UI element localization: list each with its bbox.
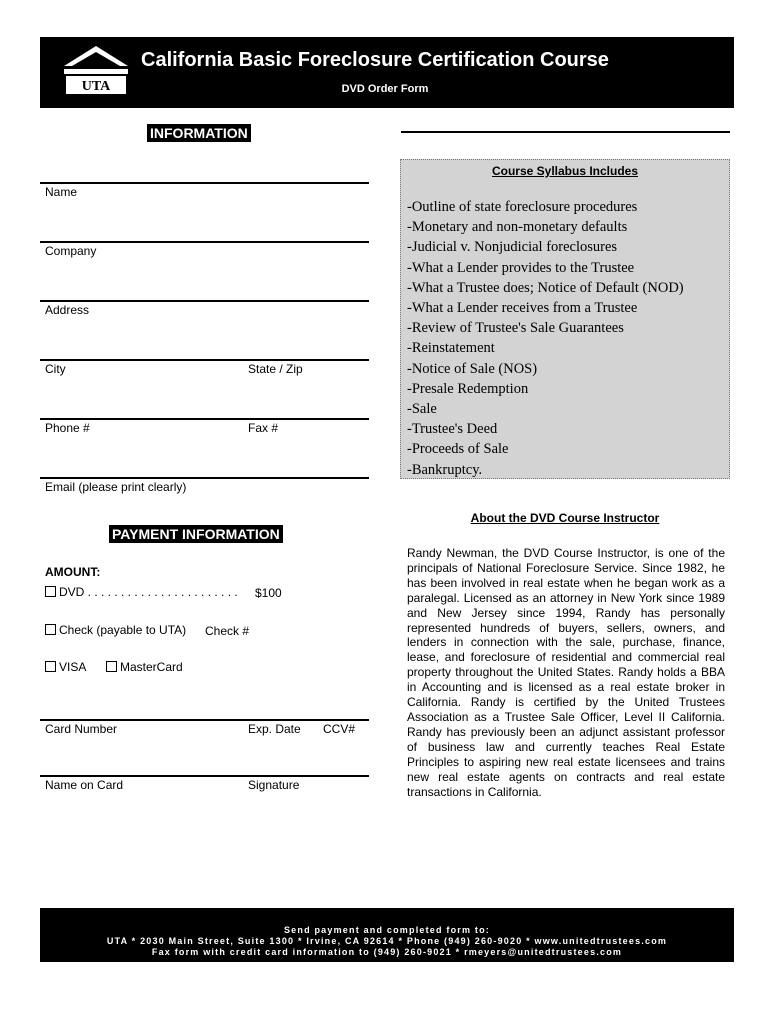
state-zip-label: State / Zip bbox=[248, 362, 303, 376]
phone-line bbox=[40, 418, 369, 420]
visa-label: VISA bbox=[59, 660, 87, 674]
syllabus-item: -What a Lender provides to the Trustee bbox=[407, 259, 635, 276]
syllabus-item: -Presale Redemption bbox=[407, 380, 529, 397]
company-label: Company bbox=[45, 244, 97, 258]
city-label: City bbox=[45, 362, 66, 376]
syllabus-item: -What a Trustee does; Notice of Default (NOD) bbox=[407, 279, 684, 296]
mastercard-option bbox=[106, 660, 183, 674]
syllabus-item: -Judicial v. Nonjudicial foreclosures bbox=[407, 239, 618, 256]
syllabus-item: -Notice of Sale (NOS) bbox=[407, 360, 538, 377]
syllabus-list bbox=[407, 197, 684, 480]
page-subtitle bbox=[0, 83, 770, 95]
syllabus-item: -Monetary and non-monetary defaults bbox=[407, 219, 628, 236]
information-heading: INFORMATION bbox=[147, 124, 251, 142]
email-line bbox=[40, 477, 369, 479]
syllabus-item: -What a Lender receives from a Trustee bbox=[407, 300, 638, 317]
name-line bbox=[40, 182, 369, 184]
syllabus-top-rule bbox=[401, 131, 730, 133]
payment-heading: PAYMENT INFORMATION bbox=[109, 525, 283, 543]
footer-line-1: Send payment and completed form to: bbox=[283, 925, 491, 935]
address-line bbox=[40, 300, 369, 302]
city-line bbox=[40, 359, 369, 361]
check-number-label: Check # bbox=[205, 624, 250, 638]
ccv-label: CCV# bbox=[323, 722, 356, 736]
address-field[interactable] bbox=[40, 304, 369, 358]
logo-text: UTA bbox=[81, 79, 111, 94]
header-banner bbox=[40, 37, 734, 108]
city-state-zip-field[interactable] bbox=[40, 363, 369, 417]
dvd-option bbox=[45, 585, 238, 599]
fax-label: Fax # bbox=[248, 421, 279, 435]
mastercard-checkbox[interactable] bbox=[106, 661, 117, 672]
name-field[interactable] bbox=[40, 186, 369, 240]
check-checkbox[interactable] bbox=[45, 624, 56, 635]
syllabus-item: -Reinstatement bbox=[407, 340, 495, 357]
syllabus-item: -Bankruptcy. bbox=[407, 461, 483, 478]
footer-line-3: Fax form with credit card information to (949) 260-9021 * rmeyers@unitedtrustees.com bbox=[151, 947, 623, 957]
email-field[interactable] bbox=[40, 481, 369, 501]
page-title: California Basic Foreclosure Certification Course bbox=[141, 49, 609, 71]
syllabus-item: -Review of Trustee's Sale Guarantees bbox=[407, 320, 624, 337]
dvd-checkbox[interactable] bbox=[45, 586, 56, 597]
card-number-label: Card Number bbox=[45, 722, 118, 736]
name-on-card-line bbox=[40, 775, 369, 777]
syllabus-item: -Outline of state foreclosure procedures bbox=[407, 199, 638, 215]
amount-label: AMOUNT: bbox=[45, 565, 101, 579]
email-label: Email (please print clearly) bbox=[45, 480, 187, 494]
signature-label: Signature bbox=[248, 778, 300, 792]
subtitle-text: DVD Order Form bbox=[341, 83, 429, 95]
instructor-title: About the DVD Course Instructor bbox=[470, 511, 660, 525]
company-line bbox=[40, 241, 369, 243]
visa-option bbox=[45, 660, 86, 674]
phone-label: Phone # bbox=[45, 421, 90, 435]
card-number-line bbox=[40, 719, 369, 721]
syllabus-item: -Proceeds of Sale bbox=[407, 441, 509, 458]
syllabus-title: Course Syllabus Includes bbox=[491, 164, 639, 178]
exp-date-label: Exp. Date bbox=[248, 722, 301, 736]
name-on-card-label: Name on Card bbox=[45, 778, 124, 792]
name-on-card-field[interactable] bbox=[40, 779, 369, 819]
name-label: Name bbox=[45, 185, 78, 199]
footer-line-2: UTA * 2030 Main Street, Suite 1300 * Irvine, CA 92614 * Phone (949) 260-9020 * www.unitedtrustees.com bbox=[106, 936, 668, 946]
phone-fax-field[interactable] bbox=[40, 422, 369, 476]
dvd-price: $100 bbox=[255, 586, 282, 600]
dvd-label: DVD . . . . . . . . . . . . . . . . . . . . . . . bbox=[59, 585, 238, 599]
company-field[interactable] bbox=[40, 245, 369, 299]
instructor-bio: Randy Newman, the DVD Course Instructor, is one of the principals of National Foreclosure Service. Since 1982, he has been involved in real estate when he began work as a paralegal. Licensed as an attorney in New York since 1989 and New Jersey since 1994, Randy has personally represented hundreds of buyers, sellers, owners, and lenders in connection with the sale, purchase, finance, lease, and foreclosure of residential and commercial real property throughout the United States. Randy holds a BBA in Accounting and is licensed as a real estate broker in California. Randy is certified by the United Trustees Association as a Trustee Sale Officer, Level II California. Randy has previously been an adjunct assistant professor of business law and currently teaches Real Estate Principles to aspiring new real estate licensees and trains new real estate agents on contracts and real estate transactions in California. bbox=[407, 546, 725, 799]
card-number-field[interactable] bbox=[40, 723, 369, 773]
address-label: Address bbox=[45, 303, 90, 317]
syllabus-item: -Sale bbox=[407, 401, 437, 418]
check-number-field[interactable] bbox=[252, 620, 362, 638]
check-label: Check (payable to UTA) bbox=[59, 623, 187, 637]
syllabus-item: -Trustee's Deed bbox=[407, 421, 498, 438]
check-option bbox=[45, 623, 186, 637]
visa-checkbox[interactable] bbox=[45, 661, 56, 672]
mastercard-label: MasterCard bbox=[120, 660, 183, 674]
